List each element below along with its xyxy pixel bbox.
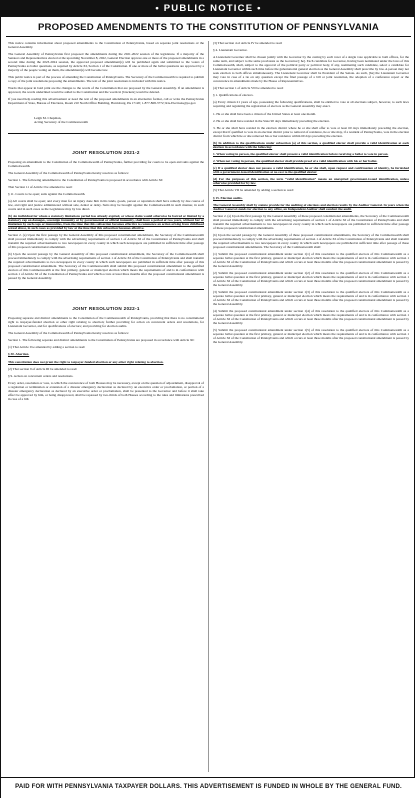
resolution-paragraph: 3. He or she shall have resided in the election district where he or she shall offer to vote at least 60 days immediately preceding the election, except that if qualified to vote in an election district prior to removal of residence, he or she may, if a resident of Pennsylvania, vote in the election district from which he or she removed his or her residence within 60 days preceding the election. [213,125,409,138]
page-title: PROPOSED AMENDMENTS TO THE CONSTITUTION OF PENNSYLVANIA [37,22,380,33]
resolution-paragraph: (2) Submit the proposed constitutional amendment under section 1(2) of this resolution to the qualified electors of this Commonwealth as a separate ballot question at the first primary, general or municipal election which meets the requirements of and is in conformance with section 1 of Article XI of the Constitution of Pennsylvania and which occurs at least three months after the proposed constitutional amendment is passed by the General Assembly. [213,270,409,287]
section-divider [8,289,204,290]
section-heading: § 11. Courts to be open; suits against the Commonwealth. [8,192,86,197]
resolution-paragraph: (a) All courts shall be open; and every man for an injury done him in his lands, goods, person or reputation shall have remedy by due course of law, and right and justice administered without sale, denial or delay. Suits may be brought against the Commonwealth in such manner, in such courts and in such cases as the Legislature may by law direct. [8,199,204,212]
resolution-paragraph: (3) That section 4 of Article IV be amended to read: [213,42,283,45]
signer-name: Leigh M. Chapman, [34,116,62,121]
intro-paragraph: This public notice is part of the process of amending the Constitution of Pennsylvania. The Secretary of the Commonwealth is required to publish a copy of the joint resolutions proposing the amendments. The text of the joint resolutions is included with this notice. [8,75,204,83]
left-column [8,42,204,772]
section-heading: § 1. Qualifications of electors. [213,93,254,98]
proposed-text: The General Assembly shall by statute provide for the auditing of elections and election results by the Auditor General. In years when the Auditor General stands for election to any office, an Independent Auditor shall conduct the audit. [213,202,409,211]
resolution-paragraph: (4) Submit the proposed constitutional amendment under section 1(4) of this resolution to the qualified electors of this Commonwealth as a separate ballot question at the first primary, general or municipal election which meets the requirements of and is in conformance with section 1 of Article XI of the Constitution of Pennsylvania and which occurs at least three months after the proposed constitutional amendment is passed by the General Assembly. [213,308,409,325]
resolution-paragraph: (b) Upon the second passage by the General Assembly of this proposed constitutional amendment, the Secretary of the Commonwealth shall proceed immediately to comply with the advertising requirements of section 1 of Article XI of the Constitution of Pennsylvania and shall transmit the required advertisements to two newspapers in every county in which such newspapers are published in sufficient time after passage of this proposed constitutional amendment. The Secretary of the Commonwealth shall submit this proposed constitutional amendment to the qualified electors of this Commonwealth at the first primary, general or municipal election which meets the requirements of and is in conformance with section 1 of Article XI of the Constitution of Pennsylvania and which occurs at least three months after the proposed constitutional amendment is passed by the General Assembly. [8,252,204,280]
signer-title: Acting Secretary of the Commonwealth [34,120,89,125]
proposed-text: This constitution does not grant the right to taxpayer-funded abortion or any other right relating to abortion. [8,359,164,364]
resolution-paragraph: The General Assembly of the Commonwealth of Pennsylvania hereby resolves as follows: [8,330,129,335]
proposed-text: (c) If a qualified elector does not possess a valid identification, he or she shall, upon request and confirmation of identity, be furnished with a government-issued identification at no cost to the qualified elector. [213,166,409,175]
resolution-paragraph: (1) That Article I be amended by adding a section to read: [8,345,86,350]
resolution-paragraph: Every order, resolution or vote, to which the concurrence of both Houses may be necessary, except on the question of adjournment, disapproval of a regulation or termination or extension of a disaster emergency declaration as declared by an executive order or proclamation, or portion of a disaster emergency declaration as declared by an executive order or proclamation, shall be presented to the Governor and before it shall take effect be approved by him, or being disapproved, shall be repassed by two-thirds of both Houses according to the rules and limitations prescribed in case of a bill. [8,380,204,401]
proposed-text: 2. When not voting in person, the qualified elector shall provide proof of a valid identification with his or her ballot. [213,159,378,164]
section-divider [8,133,204,134]
resolution-paragraph: (5) That Article VII be amended by adding a section to read: [213,188,294,193]
resolution-heading: JOINT RESOLUTION 2021-2 [72,149,140,155]
resolution-paragraph: (1) Submit the proposed constitutional amendment under section 1(1) of this resolution to the qualified electors of this Commonwealth as a separate ballot question at the first primary, general or municipal election which meets the requirements of and is in conformance with section 1 of Article XI of the Constitution of Pennsylvania and which occurs at least three months after the proposed constitutional amendment is passed by the General Assembly. [213,251,409,268]
proposed-text: (d) For the purposes of this section, the term “valid identification” means an unexpired government-issued identification, unless otherwise provided for by law. [213,177,409,186]
section-heading: § 9. Action on concurrent orders and resolutions. [8,373,74,378]
resolution-paragraph: (3) Submit the proposed constitutional amendment under section 1(3) of this resolution to the qualified electors of this Commonwealth as a separate ballot question at the first primary, general or municipal election which meets the requirements of and is in conformance with section 1 of Article XI of the Constitution of Pennsylvania and which occurs at least three months after the proposed constitutional amendment is passed by the General Assembly. [213,289,409,306]
resolution-paragraph: That Section 11 of Article I be amended to read: [8,184,73,189]
intro-contact-paragraph: If you need help reading this advertisement or need the text of the proposed amendments in an alternative format, call or write the Pennsylvania Department of State, Bureau of Elections, Room 210 North Office Building, Harrisburg, PA 17120; 1-877-868-3772; RA-Elections@pa.gov. [8,97,204,106]
resolution-paragraph: (b) Upon the second passage by the General Assembly of these proposed constitutional amendments, the Secretary of the Commonwealth shall proceed immediately to comply with the advertising requirements of section 1 of Article XI of the Constitution of Pennsylvania and shall transmit the required advertisements to two newspapers in every county in which such newspapers are published in sufficient time after passage of these proposed constitutional amendments. The Secretary of the Commonwealth shall: [213,232,409,249]
signature-block [34,116,204,124]
resolution-paragraph: Section 2. (a) Upon the first passage by the General Assembly of these proposed constitutional amendments, the Secretary of the Commonwealth shall proceed immediately to comply with the advertising requirements of section 1 of Article XI of the Constitution of Pennsylvania and shall transmit the required advertisements to two newspapers in every county in which such newspapers are published in sufficient time after passage of these proposed constitutional amendments. [213,213,409,230]
resolution-paragraph: Section 2. (a) Upon the first passage by the General Assembly of this proposed constitutional amendment, the Secretary of the Commonwealth shall proceed immediately to comply with the advertising requirements of section 1 of Article XI of the Constitution of Pennsylvania and shall transmit the required advertisements to two newspapers in every county in which such newspapers are published in sufficient time after passage of this proposed constitutional amendment. [8,233,204,250]
resolution-paragraph: (5) Submit the proposed constitutional amendment under section 1(5) of this resolution to the qualified electors of this Commonwealth as a separate ballot question at the first primary, general or municipal election which meets the requirements of and is in conformance with section 1 of Article XI of the Constitution of Pennsylvania and which occurs at least three months after the proposed constitutional amendment is passed by the General Assembly. [213,327,409,344]
resolution-paragraph: Section 1. The following separate and distinct amendments to the Constitution of Pennsylvania are proposed in accordance with Article XI: [8,338,195,343]
title-divider [6,36,411,37]
intro-paragraph: Words that appear in bold print are the changes to the words of the Constitution that are proposed by the General Assembly. If an amendment is approved, the words underlined would be added to the Constitution and the words in [brackets] would be deleted. [8,86,204,95]
section-heading: § 15. Election audits. [213,195,243,200]
section-heading: § 30. Abortion. [8,352,30,357]
intro-paragraph: This notice contains information about proposed amendments to the Constitution of Pennsylvania, based on separate joint resolutions of the General Assembly. [8,42,204,49]
section-heading: § 4. Lieutenant Governor. [213,48,248,53]
resolution-paragraph: 2. He or she shall have resided in the State 90 days immediately preceding the election. [213,118,330,123]
proposed-text: (b) In addition to the qualifications under subsection (a) of this section, a qualified elector shall provide a valid identification at each election in accordance with the following: [213,140,409,149]
intro-paragraph: The General Assembly of Pennsylvania first proposed the amendments during the 2021-2022 session of the legislature. If a majority of the Senators and Representatives elected at the upcoming November 8, 2022, General Election approve one or more of the proposed amendments in a second time during the 2023-2024 session, the approved proposed amendment(s) will be published again and submitted to the voters of Pennsylvania as ballot questions, as required by Article XI, Section 1 of the Constitution. If one or more of the ballot questions are approved by a majority of the people voting on them, the amendment(s) will become law. [8,52,204,72]
resolution-paragraph: (4) That section 1 of Article VII be amended to read: [213,86,284,91]
public-notice-banner: • PUBLIC NOTICE • [1,1,415,17]
resolution-paragraph: 1. He or she shall have been a citizen of the United States at least one month. [213,111,317,116]
resolution-paragraph: (2) That section 9 of Article III be amended to read: [8,366,78,371]
proposed-text: (b) An individual for whom a statutory limitations period has already expired, or whose claim would otherwise be barred or limited by a statutory cap on damages, sovereign immunity or by governmental or official immunity, shall have a period of two years, without bar or limitation by such caps or immunities, from the time that this subsection becomes effective to commence an action arising from childhood sexual abuse, in such cases as provided by law at the time that this subsection becomes effective. [8,214,204,231]
funding-disclaimer: PAID FOR WITH PENNSYLVANIA TAXPAYER DOLLARS. THIS ADVERTISEMENT IS FUNDED IN WHOLE BY THE GENERAL FUND. [1,777,415,799]
right-column [213,42,409,772]
resolution-heading: JOINT RESOLUTION 2022-1 [72,305,140,311]
resolution-paragraph: The General Assembly of the Commonwealth of Pennsylvania hereby resolves as follows: [8,170,129,175]
resolution-paragraph: Section 1. The following amendment to the Constitution of Pennsylvania is proposed in accordance with Article XI: [8,177,164,182]
resolution-paragraph: Proposing an amendment to the Constitution of the Commonwealth of Pennsylvania, further providing for courts to be open and suits against the Commonwealth. [8,159,204,168]
proposed-text: 1. When voting in person, the qualified elector shall present a valid identification before receiving a ballot to vote in person. [213,151,389,156]
resolution-paragraph: Proposing separate and distinct amendments to the Constitution of the Commonwealth of Pennsylvania, providing that there is no constitutional right to taxpayer-funded abortion or other right relating to abortion; further providing for action on concurrent orders and resolutions, for Lieutenant Governor, and for qualifications of electors; and providing for election audits. [8,315,204,328]
column-divider [208,41,209,772]
resolution-paragraph: A Lieutenant Governor shall be chosen jointly with the Governor by the casting by each voter of a single vote applicable to both offices, for the same term, and subject to the same provisions as the Governor[; he]. Each candidate for Governor, having been nominated under the laws of this Commonwealth, shall, subject to the approval of the political party or political body, if any, nominating such candidate, select a candidate for Lieutenant Governor within such time before the gubernatorial general election as the General Assembly shall prescribe by law. A person may not seek election to both offices simultaneously. The Lieutenant Governor shall be President of the Senate. As such, [he] the Lieutenant Governor may vote in case of a tie on any question except the final passage of a bill or joint resolution, the adoption of a conference report or the concurrence in amendments made by the House of Representatives. [213,55,409,83]
resolution-paragraph: (a) Every citizen 21 years of age, possessing the following qualifications, shall be entitled to vote at all elections subject, however, to such laws requiring and regulating the registration of electors as the General Assembly may enact. [213,100,409,109]
